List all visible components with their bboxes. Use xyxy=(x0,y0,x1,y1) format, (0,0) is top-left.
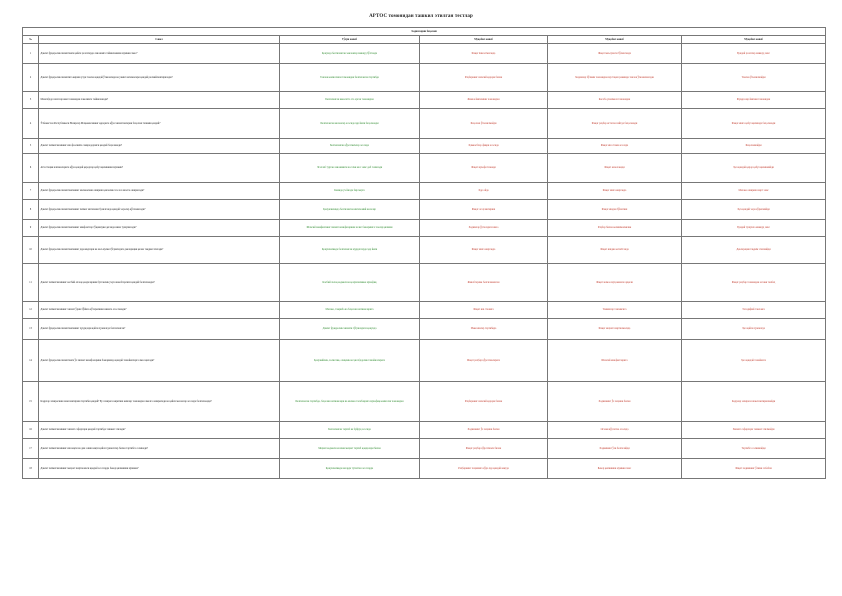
table-row xyxy=(23,319,826,340)
row-number: 4 xyxy=(23,109,39,139)
correct-answer: Белгиланган мезонлар асосида ҳар йили баҳоланади xyxy=(280,109,420,139)
alt-answer-3: Ҳеч қандай чора кўрилмайди xyxy=(682,200,826,220)
table-row xyxy=(23,92,826,109)
alt-answer-2: Оғзаки кўрсатма асосида xyxy=(548,422,682,439)
alt-answer-1: Жавобгарлик белгиланмаган xyxy=(420,264,548,302)
alt-answer-3: Фуқаролар йиғини томонидан xyxy=(682,92,826,109)
column-header-row xyxy=(23,36,826,44)
row-number: 1 xyxy=(23,44,39,64)
alt-answer-3: Тартибга солинмайди xyxy=(682,439,826,459)
row-number: 5 xyxy=(23,139,39,154)
header-alt-answer-1: Муқобил жавоб xyxy=(420,36,548,44)
alt-answer-2: Ходимлар бўлими томонидан мустақил равишда танлов ўтказилмасдан xyxy=(548,64,682,92)
table-row xyxy=(23,422,826,439)
header-question: Савол xyxy=(39,36,280,44)
alt-answer-2: Фақат ишга кирганда xyxy=(548,183,682,200)
alt-answer-3: Ҳеч қандай қарор қабул қилинмайди xyxy=(682,154,826,183)
table-row xyxy=(23,64,826,92)
question-text: Давлат фуқаролик хизматчисининг малакасини ошириш қанчалик тез-тез амалга оширилади? xyxy=(39,183,280,200)
question-text: Давлат фуқаролик хизматчисининг ҳуқуқлари қайси ҳужжатда белгиланган? xyxy=(39,319,280,340)
question-text: Давлат хизматчисининг меҳнат шартномаси қандай асосларда бекор қилиниши мумкин? xyxy=(39,459,280,479)
alt-answer-1: Ҳамкасблар фикри асосида xyxy=(420,139,548,154)
table-row xyxy=(23,382,826,422)
alt-answer-2: Фақат иш стажи асосида xyxy=(548,139,682,154)
correct-answer: Камида уч йилда бир марта xyxy=(280,183,420,200)
table-row xyxy=(23,264,826,302)
alt-answer-1: Ходимлар ўртасидаги низо xyxy=(420,220,548,237)
row-number: 6 xyxy=(23,154,39,183)
alt-answer-1: Раҳбарнинг хоҳишига кўра ҳар қандай вақтда xyxy=(420,459,548,479)
correct-answer: Белгиланган тартиб ва буйруқ асосида xyxy=(280,422,420,439)
table-row xyxy=(23,340,826,382)
correct-answer: Белгиланган тартибда, баҳолаш натижалари ва малака талабларига мувофиқ комиссия томонидан xyxy=(280,382,420,422)
alt-answer-2: Ходимнинг ўзи белгилайди xyxy=(548,439,682,459)
alt-answer-1: Ҳар ойда xyxy=(420,183,548,200)
correct-answer: Эгаллаб турган лавозимига мос ёки мос эмас деб топилади xyxy=(280,154,420,183)
row-number: 9 xyxy=(23,220,39,237)
question-text: Давлат хизматчисининг иш фаолияти самарадорлиги қандай баҳоланади? xyxy=(39,139,280,154)
alt-answer-2: Танишлар тавсиясига xyxy=(548,302,682,319)
row-number: 16 xyxy=(23,422,39,439)
alt-answer-3: Бундай ҳолатлар мавжуд эмас xyxy=(682,44,826,64)
alt-answer-3: Кадрлар захираси шакллантирилмайди xyxy=(682,382,826,422)
row-number: 7 xyxy=(23,183,39,200)
section-header-row xyxy=(23,28,826,36)
questions-table xyxy=(22,27,826,479)
table-row xyxy=(23,237,826,264)
alt-answer-3: Фақат ходимнинг ўлими сабабли xyxy=(682,459,826,479)
alt-answer-1: Фақат раҳбар кўрсатмаларига xyxy=(420,340,548,382)
alt-answer-2: Фақат ишдан кетаётганда xyxy=(548,237,682,264)
correct-answer: Малака, тажриба ва баҳолаш натижаларига xyxy=(280,302,420,319)
alt-answer-2: Раҳбар билан келишмовчилик xyxy=(548,220,682,237)
alt-answer-1: Баҳолаш ўтказилмайди xyxy=(420,109,548,139)
alt-answer-2: Фақат ишдан бўшатиш xyxy=(548,200,682,220)
correct-answer: Давлат фуқаролик хизмати тўғрисидаги қонунда xyxy=(280,319,420,340)
alt-answer-2: Фақат жамоа муҳокамаси орқали xyxy=(548,264,682,302)
correct-answer: Қонунчиликда назарда тутилган асосларда xyxy=(280,459,420,479)
alt-answer-1: Раҳбарнинг шахсий қарори билан xyxy=(420,382,548,422)
alt-answer-1: Фақат огоҳлантириш xyxy=(420,200,548,220)
correct-answer: Танлов комиссияси томонидан белгиланган тартибда xyxy=(280,64,420,92)
alt-answer-2: Фақат раҳбар истаган пайтда баҳоланади xyxy=(548,109,682,139)
table-row xyxy=(23,200,826,220)
header-alt-answer-2: Муқобил жавоб xyxy=(548,36,682,44)
table-row xyxy=(23,44,826,64)
alt-answer-3: Фақат раҳбар томонидан оғзаки танбеҳ xyxy=(682,264,826,302)
question-text: Давлат фуқаролик хизматчисининг манфаатлар тўқнашуви деганда нима тушунилади? xyxy=(39,220,280,237)
correct-answer: Қонунийлик, холислик, очиқлик ва ҳисобдорлик тамойилларига xyxy=(280,340,420,382)
alt-answer-1: Фақат мукофотланади xyxy=(420,154,548,183)
alt-answer-3: Фақат ишга қабул қилишда баҳоланади xyxy=(682,109,826,139)
alt-answer-1: Раҳбарнинг шахсий қарори билан xyxy=(420,64,548,92)
question-text: Кадрлар захирасини шакллантириш тартиби қандай? Бу захирага киритиш кимлар томонидан амалга оширилади ва қайси мезонлар асосида белгиланади? xyxy=(39,382,280,422)
row-number: 11 xyxy=(23,264,39,302)
alt-answer-3: Ҳеч қандай тамойилга xyxy=(682,340,826,382)
alt-answer-3: Танлов ўтказилмайди xyxy=(682,64,826,92)
row-number: 12 xyxy=(23,302,39,319)
alt-answer-2: Шахсий манфаатларига xyxy=(548,340,682,382)
row-number: 3 xyxy=(23,92,39,109)
alt-answer-3: Тасодифий танловга xyxy=(682,302,826,319)
alt-answer-1: Фақат ёши етмаганда xyxy=(420,44,548,64)
correct-answer: Белгиланган кўрсаткичлар асосида xyxy=(280,139,420,154)
correct-answer: Қонунчиликда белгиланган интизомий жазолар xyxy=(280,200,420,220)
alt-answer-3: Ҳеч қайси ҳужжатда xyxy=(682,319,826,340)
alt-answer-2: Фақат жазоланади xyxy=(548,154,682,183)
alt-answer-2: Фақат маълумоти бўлмаганда xyxy=(548,44,682,64)
alt-answer-1: Фақат иш стажига xyxy=(420,302,548,319)
alt-answer-1: Ходимнинг ўз хоҳиши билан xyxy=(420,422,548,439)
question-text: Давлат хизматчисининг хизмат ўрни бўйича кўтарилиши нимага асосланади? xyxy=(39,302,280,319)
alt-answer-1: Жамоа йиғилиши томонидан xyxy=(420,92,548,109)
question-text: Давлат фуқаролик хизматчиси қайси ҳолатларда лавозимга тайинланиши мумкин эмас? xyxy=(39,44,280,64)
row-number: 15 xyxy=(23,382,39,422)
header-number: № xyxy=(23,36,39,44)
question-text: Давлат фуқаролик хизматчисининг даромадлари ва мол-мулки тўғрисидаги декларация қачон тақдим этилади? xyxy=(39,237,280,264)
correct-answer: Меҳнат кодекси ва ички меҳнат тартиб қоидалари билан xyxy=(280,439,420,459)
row-number: 18 xyxy=(23,459,39,479)
question-text: Мансабдор шахслар ким томонидан лавозимга тайинланади? xyxy=(39,92,280,109)
alt-answer-2: Бекор қилиниши мумкин эмас xyxy=(548,459,682,479)
alt-answer-3: Хизмат сафарлари ташкил этилмайди xyxy=(682,422,826,439)
header-correct-answer: Тўғри жавоб xyxy=(280,36,420,44)
table-row xyxy=(23,139,826,154)
header-alt-answer-3: Муқобил жавоб xyxy=(682,36,826,44)
question-text: Давлат хизматчисининг касбий ахлоқ қоидаларини бузганлик учун жавобгарлиги қандай белгиланади? xyxy=(39,264,280,302)
row-number: 17 xyxy=(23,439,39,459)
correct-answer: Қонунда белгиланган чекловлар мавжуд бўлганда xyxy=(280,44,420,64)
alt-answer-1: Фақат раҳбар кўрсатмаси билан xyxy=(420,439,548,459)
correct-answer: Касбий ахлоқ кодекси ва қонунчиликка мувофиқ xyxy=(280,264,420,302)
question-text: Аттестация натижаларига кўра қандай қарорлар қабул қилиниши мумкин? xyxy=(39,154,280,183)
table-row xyxy=(23,154,826,183)
row-number: 10 xyxy=(23,237,39,264)
question-text: Давлат фуқаролик хизматчиси ўз хизмат вазифаларини бажаришда қандай тамойилларга амал қилади? xyxy=(39,340,280,382)
alt-answer-2: Ходимнинг ўз хоҳиши билан xyxy=(548,382,682,422)
correct-answer: Шахсий манфаатнинг хизмат вазифаларини холис бажаришга таъсир қилиши xyxy=(280,220,420,237)
alt-answer-3: Баҳоланмайди xyxy=(682,139,826,154)
alt-answer-3: Декларация тақдим этилмайди xyxy=(682,237,826,264)
table-row xyxy=(23,109,826,139)
table-row xyxy=(23,439,826,459)
table-row xyxy=(23,302,826,319)
correct-answer: Белгиланган ваколатга эга орган томонидан xyxy=(280,92,420,109)
alt-answer-2: Касаба уюшмаси томонидан xyxy=(548,92,682,109)
question-text: Давлат фуқаролик хизматига кириш учун танлов қандай ўтказилади ва унинг натижалари қандай расмийлаштирилади? xyxy=(39,64,280,92)
table-row xyxy=(23,459,826,479)
table-row xyxy=(23,220,826,237)
alt-answer-3: Бундай тушунча мавжуд эмас xyxy=(682,220,826,237)
alt-answer-1: Ички ишлар тартибида xyxy=(420,319,548,340)
question-text: Ўзбекистон Республикаси Вазирлар Маҳкамасининг қарорига кўра хизматчиларни баҳолаш тизими қандай? xyxy=(39,109,280,139)
alt-answer-2: Фақат меҳнат шартномасида xyxy=(548,319,682,340)
document-title: АРТОС томонидан ташкил этилган тестлар xyxy=(369,14,473,19)
correct-answer: Қонунчиликда белгиланган муддатларда ҳар йили xyxy=(280,237,420,264)
question-text: Давлат хизматчисининг хизмат сафарлари қандай тартибда ташкил этилади? xyxy=(39,422,280,439)
section-title: Ходимларни баҳолаш xyxy=(23,28,826,36)
question-text: Давлат хизматчисининг иш вақти ва дам олиш вақти қайси ҳужжатлар билан тартибга солинади? xyxy=(39,439,280,459)
row-number: 13 xyxy=(23,319,39,340)
alt-answer-1: Фақат ишга кирганда xyxy=(420,237,548,264)
row-number: 8 xyxy=(23,200,39,220)
question-text: Давлат фуқаролик хизматчисининг хизмат интизоми бузилганда қандай чоралар қўлланилади? xyxy=(39,200,280,220)
table-row xyxy=(23,183,826,200)
row-number: 2 xyxy=(23,64,39,92)
row-number: 14 xyxy=(23,340,39,382)
alt-answer-3: Малака ошириш шарт эмас xyxy=(682,183,826,200)
